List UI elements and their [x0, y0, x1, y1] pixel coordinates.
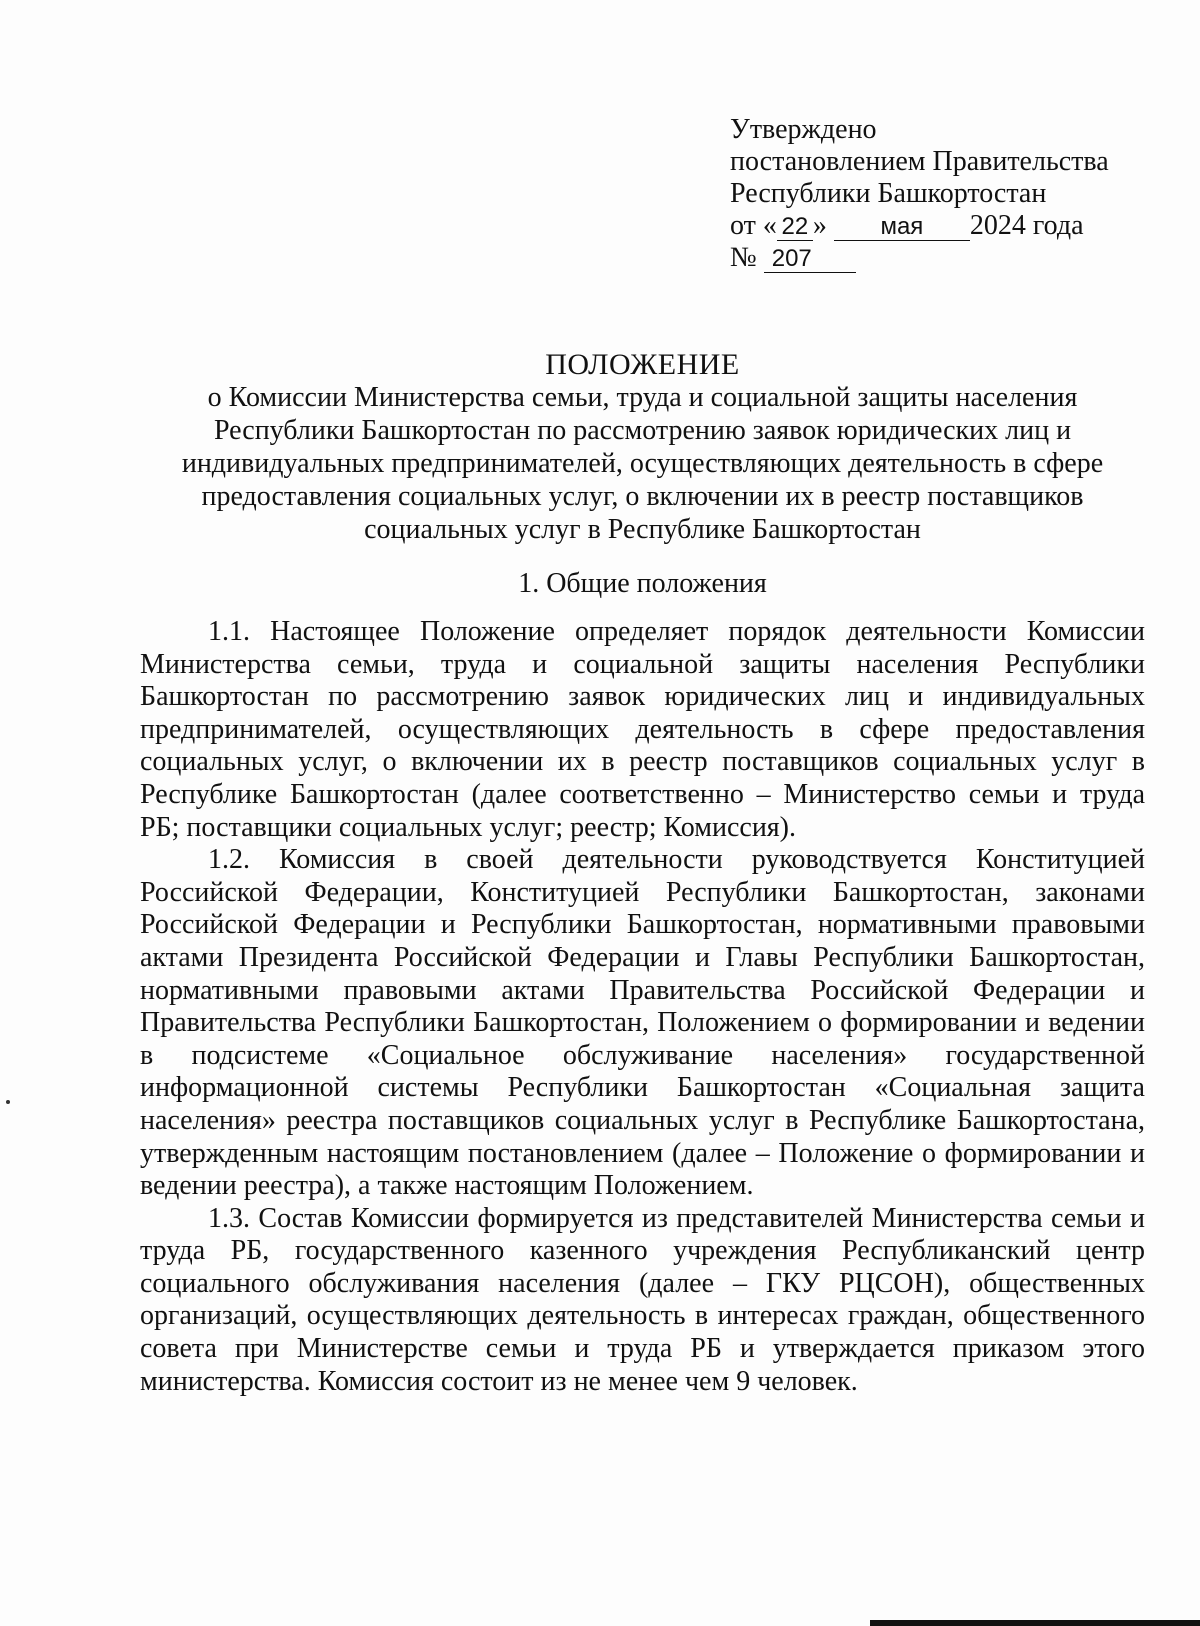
date-month: мая [834, 214, 970, 241]
subtitle-line: о Комиссии Министерства семьи, труда и социальной защиты населения [207, 382, 1078, 413]
subtitle-line: Республики Башкортостан по рассмотрению заявок юридических лиц и [213, 415, 1072, 446]
approval-line-republic: Республики Башкортостан [730, 178, 1047, 209]
approval-stamp-block [730, 114, 1170, 274]
paragraph-1-2: 1.2. Комиссия в своей деятельности руководствуется Конституцией Российской Федерации, Конституцией Республики Башкортостан, законами Российской Федерации и Республики Башкортостан, нормативными правовыми актами Президента Российской Федерации и Главы Республики Башкортостан, нормативными правовыми актами Правительства Российской Федерации и Правительства Республики Башкортостан, Положением о формировании и ведении в подсистеме «Социальное обслуживание населения» государственной информационной системы Республики Башкортостан «Социальная защита населения» реестра поставщиков социальных услуг в Республике Башкортостана, утвержденным настоящим постановлением (далее – Положение о формировании и ведении реестра), а также настоящим Положением. [140, 844, 1145, 1202]
document-number: 207 [764, 246, 856, 273]
scan-edge-shadow [870, 1620, 1200, 1626]
subtitle-line: социальных услуг в Республике Башкортостан [364, 514, 921, 545]
document-title-block [130, 348, 1155, 546]
subtitle-line: индивидуальных предпринимателей, осуществляющих деятельность в сфере [181, 448, 1104, 479]
number-prefix: № [730, 242, 757, 273]
paragraph-1-1: 1.1. Настоящее Положение определяет порядок деятельности Комиссии Министерства семьи, труда и социальной защиты населения Республики Башкортостан по рассмотрению заявок юридических лиц и индивидуальных предпринимателей, осуществляющих деятельность в сфере предоставления социальных услуг, о включении их в реестр поставщиков социальных услуг в Республике Башкортостан (далее соответственно – Министерство семьи и труда РБ; поставщики социальных услуг; реестр; Комиссия). [140, 616, 1145, 843]
paragraph-1-3: 1.3. Состав Комиссии формируется из представителей Министерства семьи и труда РБ, государственного казенного учреждения Республиканский центр социального обслуживания населения (далее – ГКУ РЦСОН), общественных организаций, осуществляющих деятельность в интересах граждан, общественного совета при Министерстве семьи и труда РБ и утверждается приказом этого министерства. Комиссия состоит из не менее чем 9 человек. [140, 1202, 1145, 1397]
document-body [140, 616, 1145, 1398]
date-mid: » [812, 210, 827, 241]
date-year: 2024 года [969, 210, 1084, 241]
approval-number-line [730, 242, 1170, 274]
approval-date-line [730, 210, 1170, 242]
date-day: 22 [777, 214, 813, 241]
date-prefix: от « [730, 210, 777, 241]
approval-line-approved: Утверждено [730, 114, 877, 145]
scan-artifact-dot [6, 1100, 10, 1104]
approval-line-resolution: постановлением Правительства [730, 146, 1109, 177]
document-heading: ПОЛОЖЕНИЕ [545, 348, 740, 381]
subtitle-line: предоставления социальных услуг, о включении их в реестр поставщиков [201, 481, 1084, 512]
section-heading: 1. Общие положения [518, 568, 767, 599]
